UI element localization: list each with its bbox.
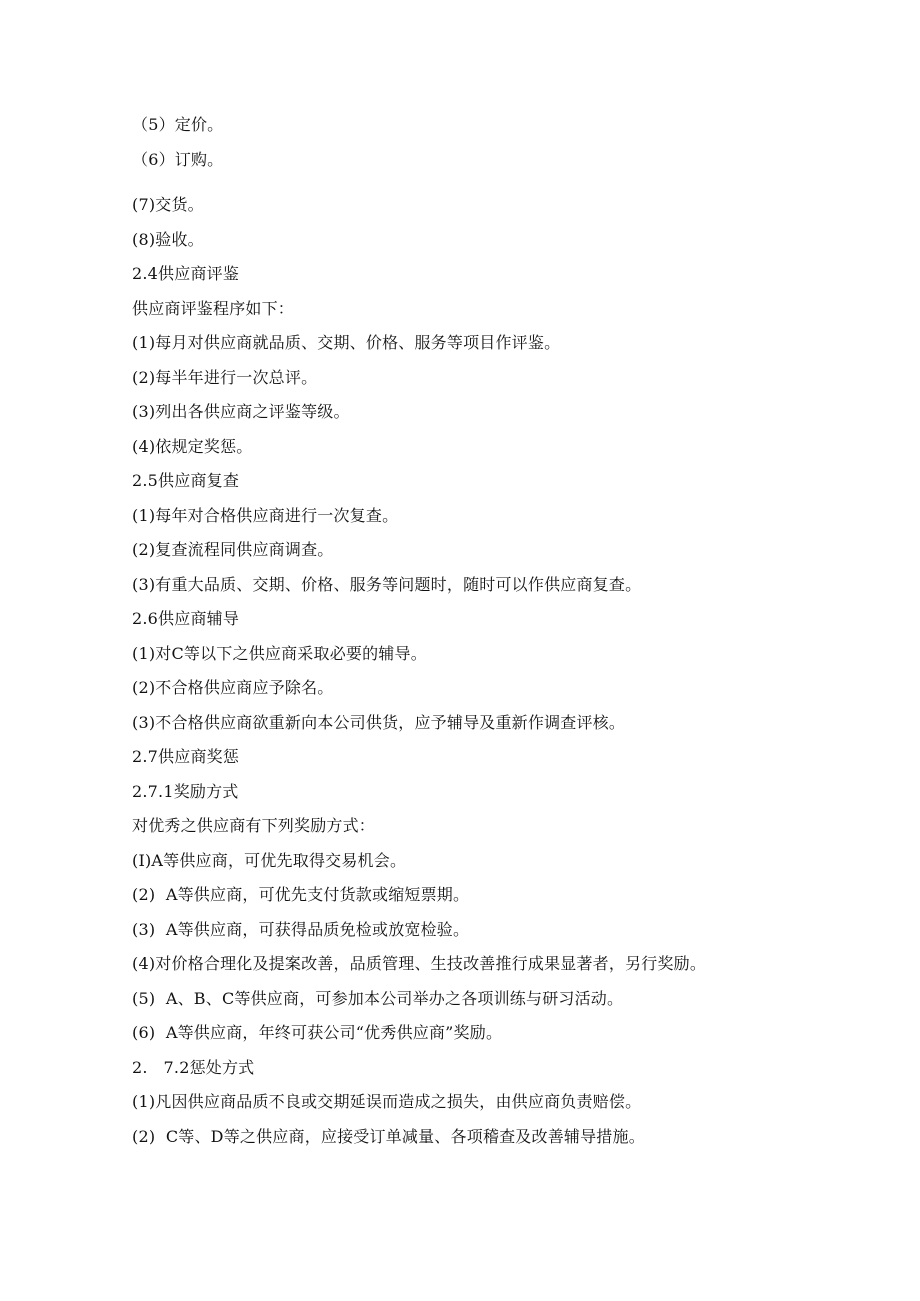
subsection-heading-2-7-1: 2.7.1奖励方式 bbox=[132, 781, 239, 801]
document-body bbox=[132, 108, 892, 1154]
list-item-pricing: （5）定价。 bbox=[132, 115, 224, 134]
list-item: (2) A等供应商，可优先支付货款或缩短票期。 bbox=[132, 885, 470, 904]
section-heading-2-7: 2.7供应商奖惩 bbox=[132, 747, 240, 766]
list-item: (1)每年对合格供应商进行一次复查。 bbox=[132, 505, 399, 525]
list-item: (3)不合格供应商欲重新向本公司供货，应予辅导及重新作调查评核。 bbox=[132, 712, 626, 732]
list-item: (2)不合格供应商应予除名。 bbox=[132, 678, 334, 697]
paragraph-reward-intro: 对优秀之供应商有下列奖励方式： bbox=[132, 816, 376, 835]
section-heading-2-4: 2.4供应商评鉴 bbox=[132, 264, 240, 283]
list-item: (5) A、B、C等供应商，可参加本公司举办之各项训练与研习活动。 bbox=[132, 988, 624, 1008]
section-heading-2-5: 2.5供应商复查 bbox=[132, 471, 240, 490]
list-item: (4)依规定奖惩。 bbox=[132, 436, 253, 456]
list-item: (6) A等供应商，年终可获公司“优秀供应商”奖励。 bbox=[132, 1023, 503, 1042]
paragraph-evaluation-intro: 供应商评鉴程序如下： bbox=[132, 298, 295, 318]
list-item: (1)对C等以下之供应商采取必要的辅导。 bbox=[132, 643, 427, 663]
list-item-ordering: （6）订购。 bbox=[132, 149, 224, 169]
list-item: (1)凡因供应商品质不良或交期延误而造成之损失，由供应商负责赔偿。 bbox=[132, 1092, 642, 1111]
list-item: (4)对价格合理化及提案改善，品质管理、生技改善推行成果显著者，另行奖励。 bbox=[132, 954, 707, 973]
list-item: (2)每半年进行一次总评。 bbox=[132, 367, 318, 387]
list-item: (1)每月对供应商就品质、交期、价格、服务等项目作评鉴。 bbox=[132, 333, 561, 352]
list-item-acceptance: (8)验收。 bbox=[132, 229, 204, 249]
list-item: (2) C等、D等之供应商，应接受订单减量、各项稽查及改善辅导措施。 bbox=[132, 1126, 645, 1146]
list-item: (I)A等供应商，可优先取得交易机会。 bbox=[132, 850, 407, 870]
subsection-heading-2-7-2: 2. 7.2惩处方式 bbox=[132, 1057, 255, 1077]
list-item: (3)列出各供应商之评鉴等级。 bbox=[132, 402, 350, 421]
list-item-delivery: (7)交货。 bbox=[132, 195, 204, 214]
list-item: (3)有重大品质、交期、价格、服务等问题时，随时可以作供应商复查。 bbox=[132, 574, 642, 594]
list-item: (2)复查流程同供应商调查。 bbox=[132, 540, 334, 559]
list-item: (3) A等供应商，可获得品质免检或放宽检验。 bbox=[132, 919, 470, 939]
section-heading-2-6: 2.6供应商辅导 bbox=[132, 609, 240, 628]
